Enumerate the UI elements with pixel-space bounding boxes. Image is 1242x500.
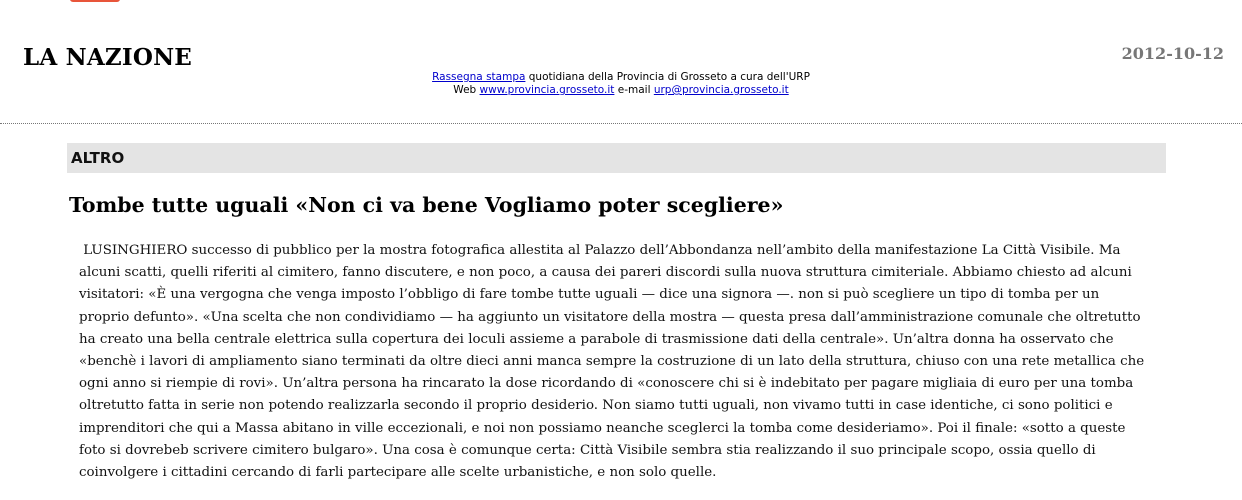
email-label: e-mail: [614, 84, 654, 96]
web-label: Web: [453, 84, 480, 96]
press-review-link[interactable]: Rassegna stampa: [432, 71, 526, 83]
article-title: Tombe tutte uguali «Non ci va bene Vogliamo poter scegliere»: [69, 193, 784, 217]
section-label: ALTRO: [71, 149, 125, 167]
info-line-2: [0, 84, 1242, 97]
info-line-1: [0, 71, 1242, 84]
email-link[interactable]: urp@provincia.grosseto.it: [653, 84, 789, 96]
header-divider: [0, 123, 1242, 124]
section-header-bar: [67, 143, 1166, 173]
press-review-info: [0, 71, 1242, 97]
top-red-tab: [70, 0, 120, 2]
info-line-1-text: quotidiana della Provincia di Grosseto a cura dell'URP: [525, 71, 810, 83]
publication-date: 2012-10-12: [1121, 44, 1224, 63]
website-link[interactable]: www.provincia.grosseto.it: [479, 84, 615, 96]
newspaper-masthead: LA NAZIONE: [23, 44, 193, 71]
article-body: LUSINGHIERO successo di pubblico per la mostra fotografica allestita al Palazzo dell’Abbondanza nell’ambito della manifestazione La Città Visibile. Ma alcuni scatti, quelli riferiti al cimitero, fanno discutere, e non poco, a causa dei pareri discordi sulla nuova struttura cimiteriale. Abbiamo chiesto ad alcuni visitatori: «È una vergogna che venga imposto l’obbligo di fare tombe tutte uguali — dice una signora —. non si può scegliere un tipo di tomba per un proprio defunto». «Una scelta che non condividiamo — ha aggiunto un visitatore della mostra — questa presa dall’amministrazione comunale che oltretutto ha creato una bella centrale elettrica sulla copertura dei loculi assieme a parabole di trasmissione dati della centrale». Un’altra donna ha osservato che «benchè i lavori di ampliamento siano terminati da oltre dieci anni manca sempre la costruzione di un lato della struttura, chiuso con una rete metallica che ogni anno si riempie di rovi». Un’altra persona ha rincarato la dose ricordando di «conoscere chi si è indebitato per pagare migliaia di euro per una tomba oltretutto fatta in serie non potendo realizzarla secondo il proprio desiderio. Non siamo tutti uguali, non vivamo tutti in case identiche, ci sono politici e imprenditori che qui a Massa abitano in ville eccezionali, e noi non possiamo neanche sceglerci la tomba come desideriamo». Poi il finale: «sotto a queste foto si dovrebeb scrivere cimitero bulgaro». Una cosa è comunque certa: Città Visibile sembra stia realizzando il suo principale scopo, ossia quello di coinvolgere i cittadini cercando di farli partecipare alle scelte urbanistiche, e non solo quelle.: [79, 243, 1145, 481]
